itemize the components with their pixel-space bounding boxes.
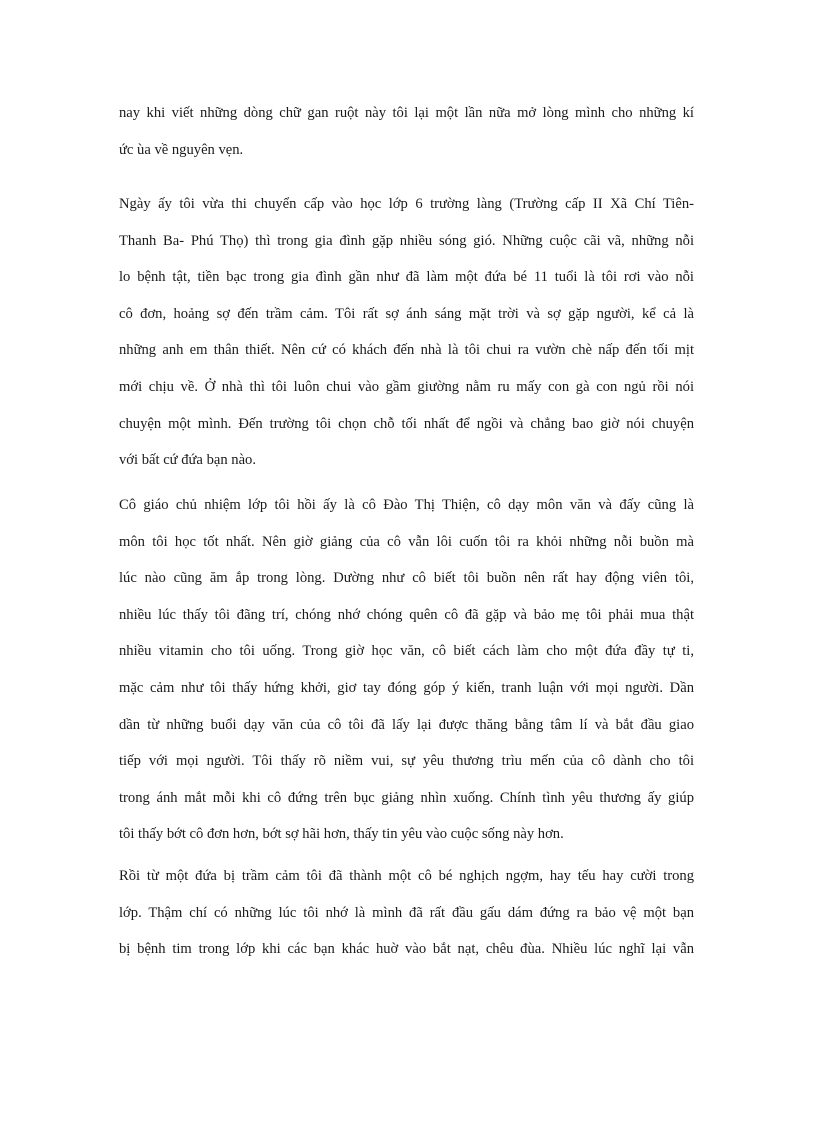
paragraph-line: tiếp với mọi người. Tôi thấy rõ niềm vui, sự yêu thương trìu mến của cô dành cho tôi [119,753,694,770]
paragraph-line: Thanh Ba- Phú Thọ) thì trong gia đình gặp nhiều sóng gió. Những cuộc cãi vã, những nỗi [119,232,694,249]
paragraph-line: lúc nào cũng ăm ắp trong lòng. Dường như cô biết tôi buồn nên rất hay động viên tôi, [119,570,694,587]
paragraph-line: dần từ những buổi dạy văn của cô tôi đã lấy lại được thăng bằng tâm lí và bắt đầu giao [119,716,694,733]
paragraph-line: chuyện một mình. Đến trường tôi chọn chỗ tối nhất để ngồi và chẳng bao giờ nói chuyện [119,415,694,432]
paragraph-line: nay khi viết những dòng chữ gan ruột này tôi lại một lần nữa mở lòng mình cho những kí [119,105,694,121]
paragraph-line: nhiều vitamin cho tôi uống. Trong giờ học văn, cô biết cách làm cho một đứa đầy tự ti, [119,643,694,660]
paragraph-line: cô đơn, hoảng sợ đến trầm cảm. Tôi rất sợ ánh sáng mặt trời và sợ gặp người, kể cả là [119,305,694,322]
paragraph-2 [119,186,694,479]
paragraph-1 [119,95,694,168]
paragraph-line: môn tôi học tốt nhất. Nên giờ giảng của cô vẫn lôi cuốn tôi ra khỏi những nỗi buồn mà [119,533,694,550]
paragraph-4 [119,858,694,968]
paragraph-line: mặc cảm như tôi thấy hứng khởi, giơ tay đóng góp ý kiến, tranh luận với mọi người. Dần [119,679,694,696]
paragraph-line: tôi thấy bớt cô đơn hơn, bớt sợ hãi hơn, thấy tin yêu vào cuộc sống này hơn. [119,826,564,843]
paragraph-line: lo bệnh tật, tiền bạc trong gia đình gần như đã làm một đứa bé 11 tuổi là tôi rơi vào nỗi [119,269,694,286]
paragraph-line: những anh em thân thiết. Nên cứ có khách đến nhà là tôi chui ra vườn chè nấp đến tối mịt [119,342,694,359]
paragraph-line: với bất cứ đứa bạn nào. [119,452,257,469]
paragraph-line: Cô giáo chủ nhiệm lớp tôi hồi ấy là cô Đào Thị Thiện, cô dạy môn văn và đấy cũng là [119,497,694,513]
paragraph-line: trong ánh mắt mỗi khi cô đứng trên bục giảng nhìn xuống. Chính tình yêu thương ấy giúp [119,789,694,806]
paragraph-line: nhiều lúc thấy tôi đãng trí, chóng nhớ chóng quên cô đã gặp và bảo mẹ tôi phải mua thật [119,606,694,623]
paragraph-line: lớp. Thậm chí có những lúc tôi nhớ là mình đã rất đầu gấu dám đứng ra bảo vệ một bạn [119,904,694,921]
paragraph-line: mới chịu về. Ở nhà thì tôi luôn chui vào gầm giường nằm ru mấy con gà con ngủ rồi nói [119,378,694,395]
paragraph-line: bị bệnh tim trong lớp khi các bạn khác huờ vào bắt nạt, chêu đùa. Nhiều lúc nghĩ lại vẫn [119,941,694,958]
paragraph-line: Ngày ấy tôi vừa thi chuyển cấp vào học lớp 6 trường làng (Trường cấp II Xã Chí Tiên- [119,196,694,212]
paragraph-line: Rồi từ một đứa bị trầm cảm tôi đã thành một cô bé nghịch ngợm, hay tếu hay cười trong [119,868,694,884]
paragraph-3 [119,487,694,853]
paragraph-line: ức ùa về nguyên vẹn. [119,141,244,158]
